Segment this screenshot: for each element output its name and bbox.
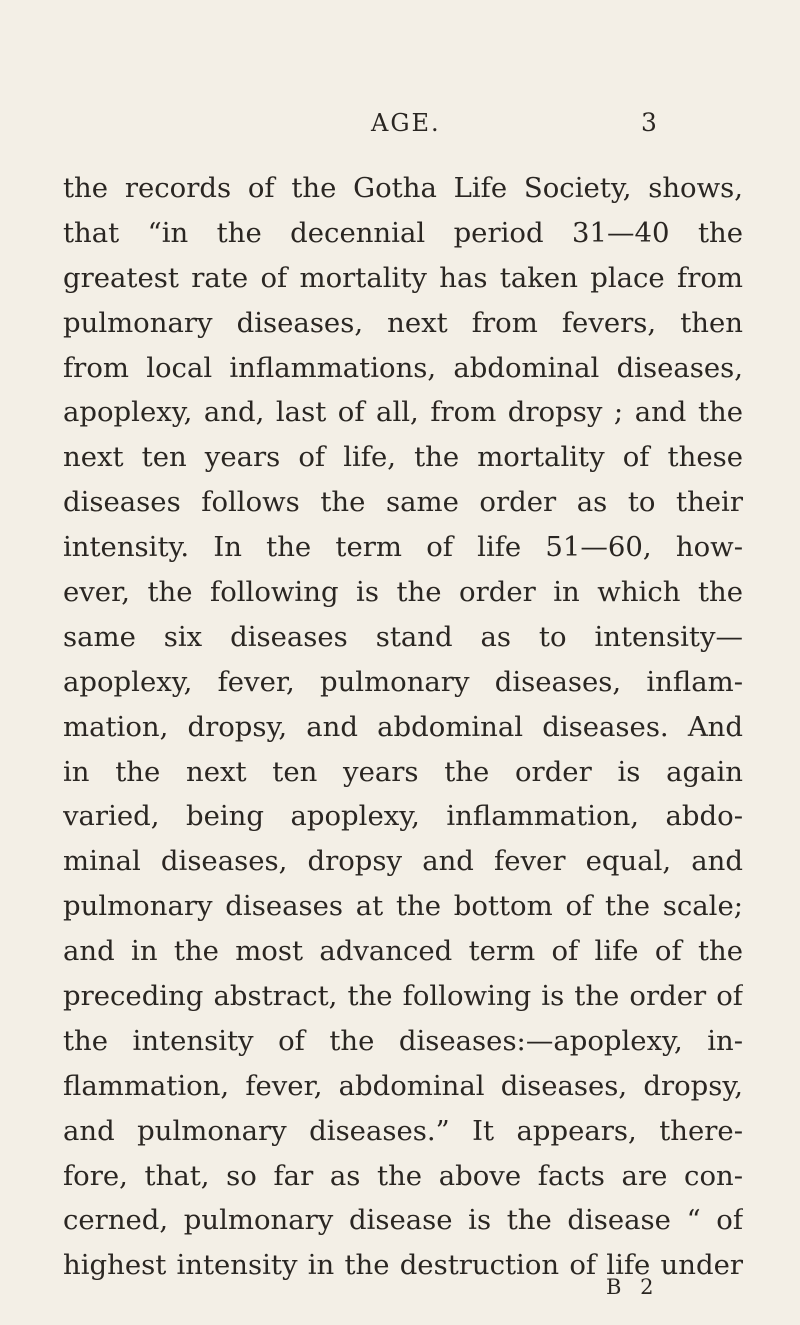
text-line: same six diseases stand as to intensity— — [63, 620, 743, 653]
text-line: and in the most advanced term of life of the — [63, 935, 743, 968]
text-line: highest intensity in the destruction of life under — [63, 1249, 743, 1282]
text-line: minal diseases, dropsy and fever equal, and — [63, 845, 743, 878]
text-line: cerned, pulmonary disease is the disease “ of — [63, 1204, 743, 1237]
text-line: fore, that, so far as the above facts are con- — [63, 1159, 743, 1192]
text-line: that “in the decennial period 31—40 the — [63, 216, 743, 249]
text-line: varied, being apoplexy, inflammation, abdo- — [63, 800, 743, 833]
text-line: mation, dropsy, and abdominal diseases. And — [63, 710, 743, 743]
text-line: pulmonary diseases, next from fevers, then — [63, 306, 743, 339]
page-number: 3 — [641, 108, 657, 137]
text-line: from local inflammations, abdominal diseases, — [63, 351, 743, 384]
text-line: apoplexy, and, last of all, from dropsy ; and the — [63, 396, 743, 429]
text-line: intensity. In the term of life 51—60, how- — [63, 531, 743, 564]
text-line: preceding abstract, the following is the order of — [63, 980, 743, 1013]
signature-mark: B 2 — [606, 1275, 660, 1299]
text-line: in the next ten years the order is again — [63, 755, 743, 788]
running-title: AGE. — [371, 109, 441, 137]
text-line: pulmonary diseases at the bottom of the scale; — [63, 890, 743, 923]
text-line: the records of the Gotha Life Society, shows, — [63, 172, 743, 204]
text-line: ever, the following is the order in which the — [63, 576, 743, 609]
text-line: greatest rate of mortality has taken place from — [63, 261, 743, 294]
body-text — [63, 166, 743, 1288]
text-line: flammation, fever, abdominal diseases, dropsy, — [63, 1069, 743, 1102]
text-line: the intensity of the diseases:—apoplexy, in- — [63, 1024, 743, 1057]
text-line: diseases follows the same order as to their — [63, 486, 743, 519]
text-line: next ten years of life, the mortality of these — [63, 441, 743, 474]
text-line: apoplexy, fever, pulmonary diseases, inflam- — [63, 665, 743, 698]
text-line: and pulmonary diseases.” It appears, there- — [63, 1114, 743, 1147]
running-head — [0, 108, 800, 138]
